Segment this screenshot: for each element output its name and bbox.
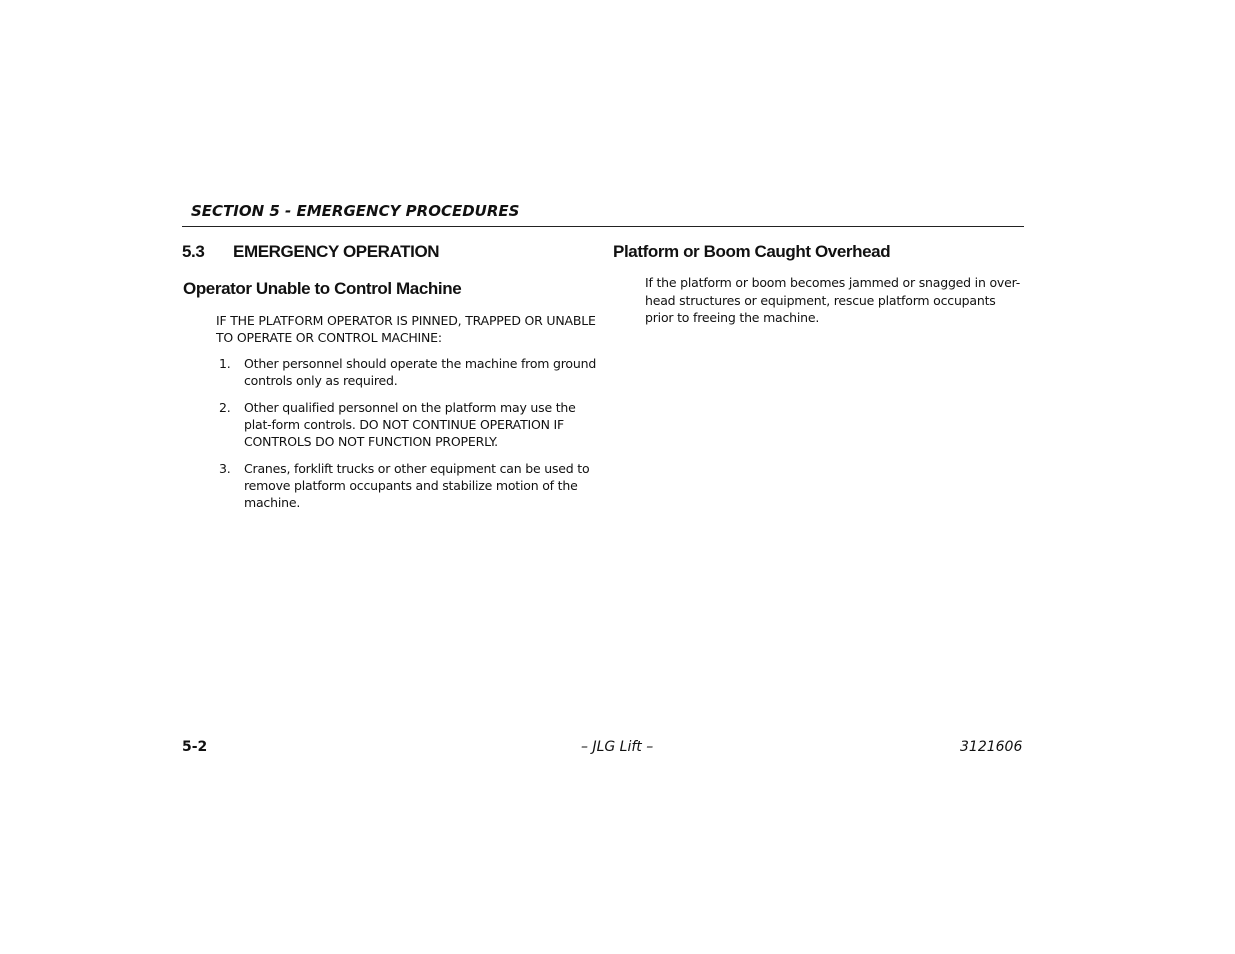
list-item-number: 1.: [219, 356, 231, 371]
subheading-platform-caught: Platform or Boom Caught Overhead: [613, 242, 891, 261]
section-number: 5.3: [182, 242, 205, 261]
body-paragraph: If the platform or boom becomes jammed or snagged in over-head structures or equipment, rescue platform occupants prior to freeing the machine.: [645, 275, 1021, 325]
list-item-text: Other personnel should operate the machine from ground controls only as required.: [244, 356, 597, 388]
list-item: [219, 399, 604, 450]
list-item-number: 2.: [219, 400, 231, 415]
subheading-operator-unable: Operator Unable to Control Machine: [183, 279, 462, 298]
header-divider: [182, 226, 1024, 227]
list-item: [219, 355, 604, 389]
footer-title: – JLG Lift –: [581, 739, 654, 755]
section-heading: [182, 242, 439, 262]
intro-paragraph: IF THE PLATFORM OPERATOR IS PINNED, TRAPPED OR UNABLE TO OPERATE OR CONTROL MACHINE:: [216, 313, 596, 345]
list-item-text: Other qualified personnel on the platform may use the plat-form controls. DO NOT CONTINUE OPERATION IF CONTROLS DO NOT FUNCTION PROPERLY.: [244, 400, 576, 449]
document-number: 3121606: [960, 739, 1023, 755]
section-header: SECTION 5 - EMERGENCY PROCEDURES: [191, 202, 520, 220]
list-item-text: Cranes, forklift trucks or other equipment can be used to remove platform occupants and stabilize motion of the machine.: [244, 461, 590, 510]
list-item: [219, 460, 604, 511]
list-item-number: 3.: [219, 461, 231, 476]
section-heading-text: EMERGENCY OPERATION: [233, 242, 440, 261]
page-number: 5-2: [182, 739, 208, 755]
